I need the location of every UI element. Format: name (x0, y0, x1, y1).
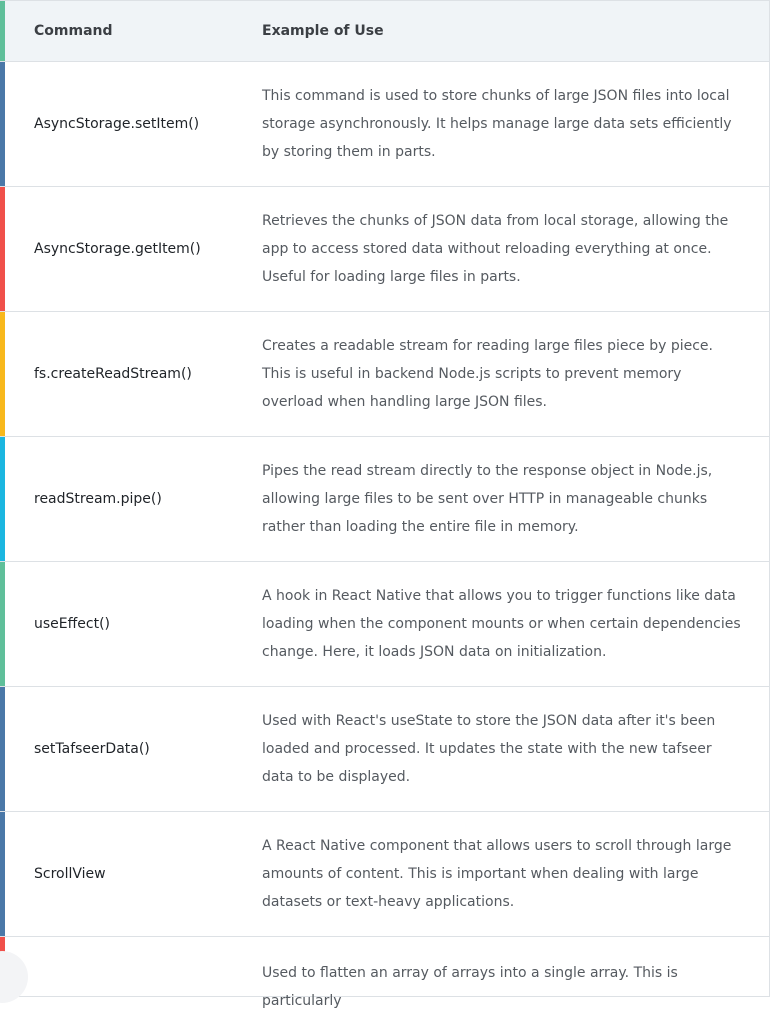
row-accent-stripe (0, 562, 5, 686)
example-cell: This command is used to store chunks of large JSON files into local storage asynchronously. It helps manage large data sets efficiently by storing them in parts. (262, 88, 732, 160)
example-cell: Used with React's useState to store the JSON data after it's been loaded and processed. It updates the state with the new tafseer data to be displayed. (262, 713, 716, 785)
example-cell: Creates a readable stream for reading large files piece by piece. This is useful in backend Node.js scripts to prevent memory overload when handling large JSON files. (262, 338, 713, 410)
command-cell: fs.createReadStream() (34, 366, 192, 382)
example-cell: A hook in React Native that allows you to trigger functions like data loading when the component mounts or when certain dependencies change. Here, it loads JSON data on initialization. (262, 588, 741, 660)
table-row (0, 312, 770, 437)
table-header-row (0, 0, 770, 62)
table-row (0, 562, 770, 687)
decorative-circle (0, 951, 28, 1003)
row-accent-stripe (0, 812, 5, 936)
row-accent-stripe (0, 62, 5, 186)
command-cell: ScrollView (34, 866, 106, 882)
command-cell: useEffect() (34, 616, 110, 632)
example-cell: A React Native component that allows users to scroll through large amounts of content. This is important when dealing with large datasets or text-heavy applications. (262, 838, 732, 910)
row-accent-stripe (0, 687, 5, 811)
example-cell: Pipes the read stream directly to the response object in Node.js, allowing large files to be sent over HTTP in manageable chunks rather than loading the entire file in memory. (262, 463, 713, 535)
command-cell: AsyncStorage.getItem() (34, 241, 201, 257)
table-row (0, 62, 770, 187)
command-cell: setTafseerData() (34, 741, 150, 757)
example-cell: Retrieves the chunks of JSON data from local storage, allowing the app to access stored data without reloading everything at once. Useful for loading large files in parts. (262, 213, 729, 285)
row-accent-stripe (0, 187, 5, 311)
row-accent-stripe (0, 312, 5, 436)
row-accent-stripe (0, 437, 5, 561)
table-row (0, 687, 770, 812)
table-row (0, 187, 770, 312)
command-cell: readStream.pipe() (34, 491, 162, 507)
table-row (0, 812, 770, 937)
column-header-command: Command (34, 23, 113, 39)
table-row (0, 437, 770, 562)
command-cell: AsyncStorage.setItem() (34, 116, 200, 132)
column-header-example: Example of Use (262, 23, 384, 39)
example-cell: Used to flatten an array of arrays into a single array. This is particularly (262, 965, 678, 1009)
row-accent-stripe (0, 1, 5, 61)
table-row (0, 937, 770, 1009)
